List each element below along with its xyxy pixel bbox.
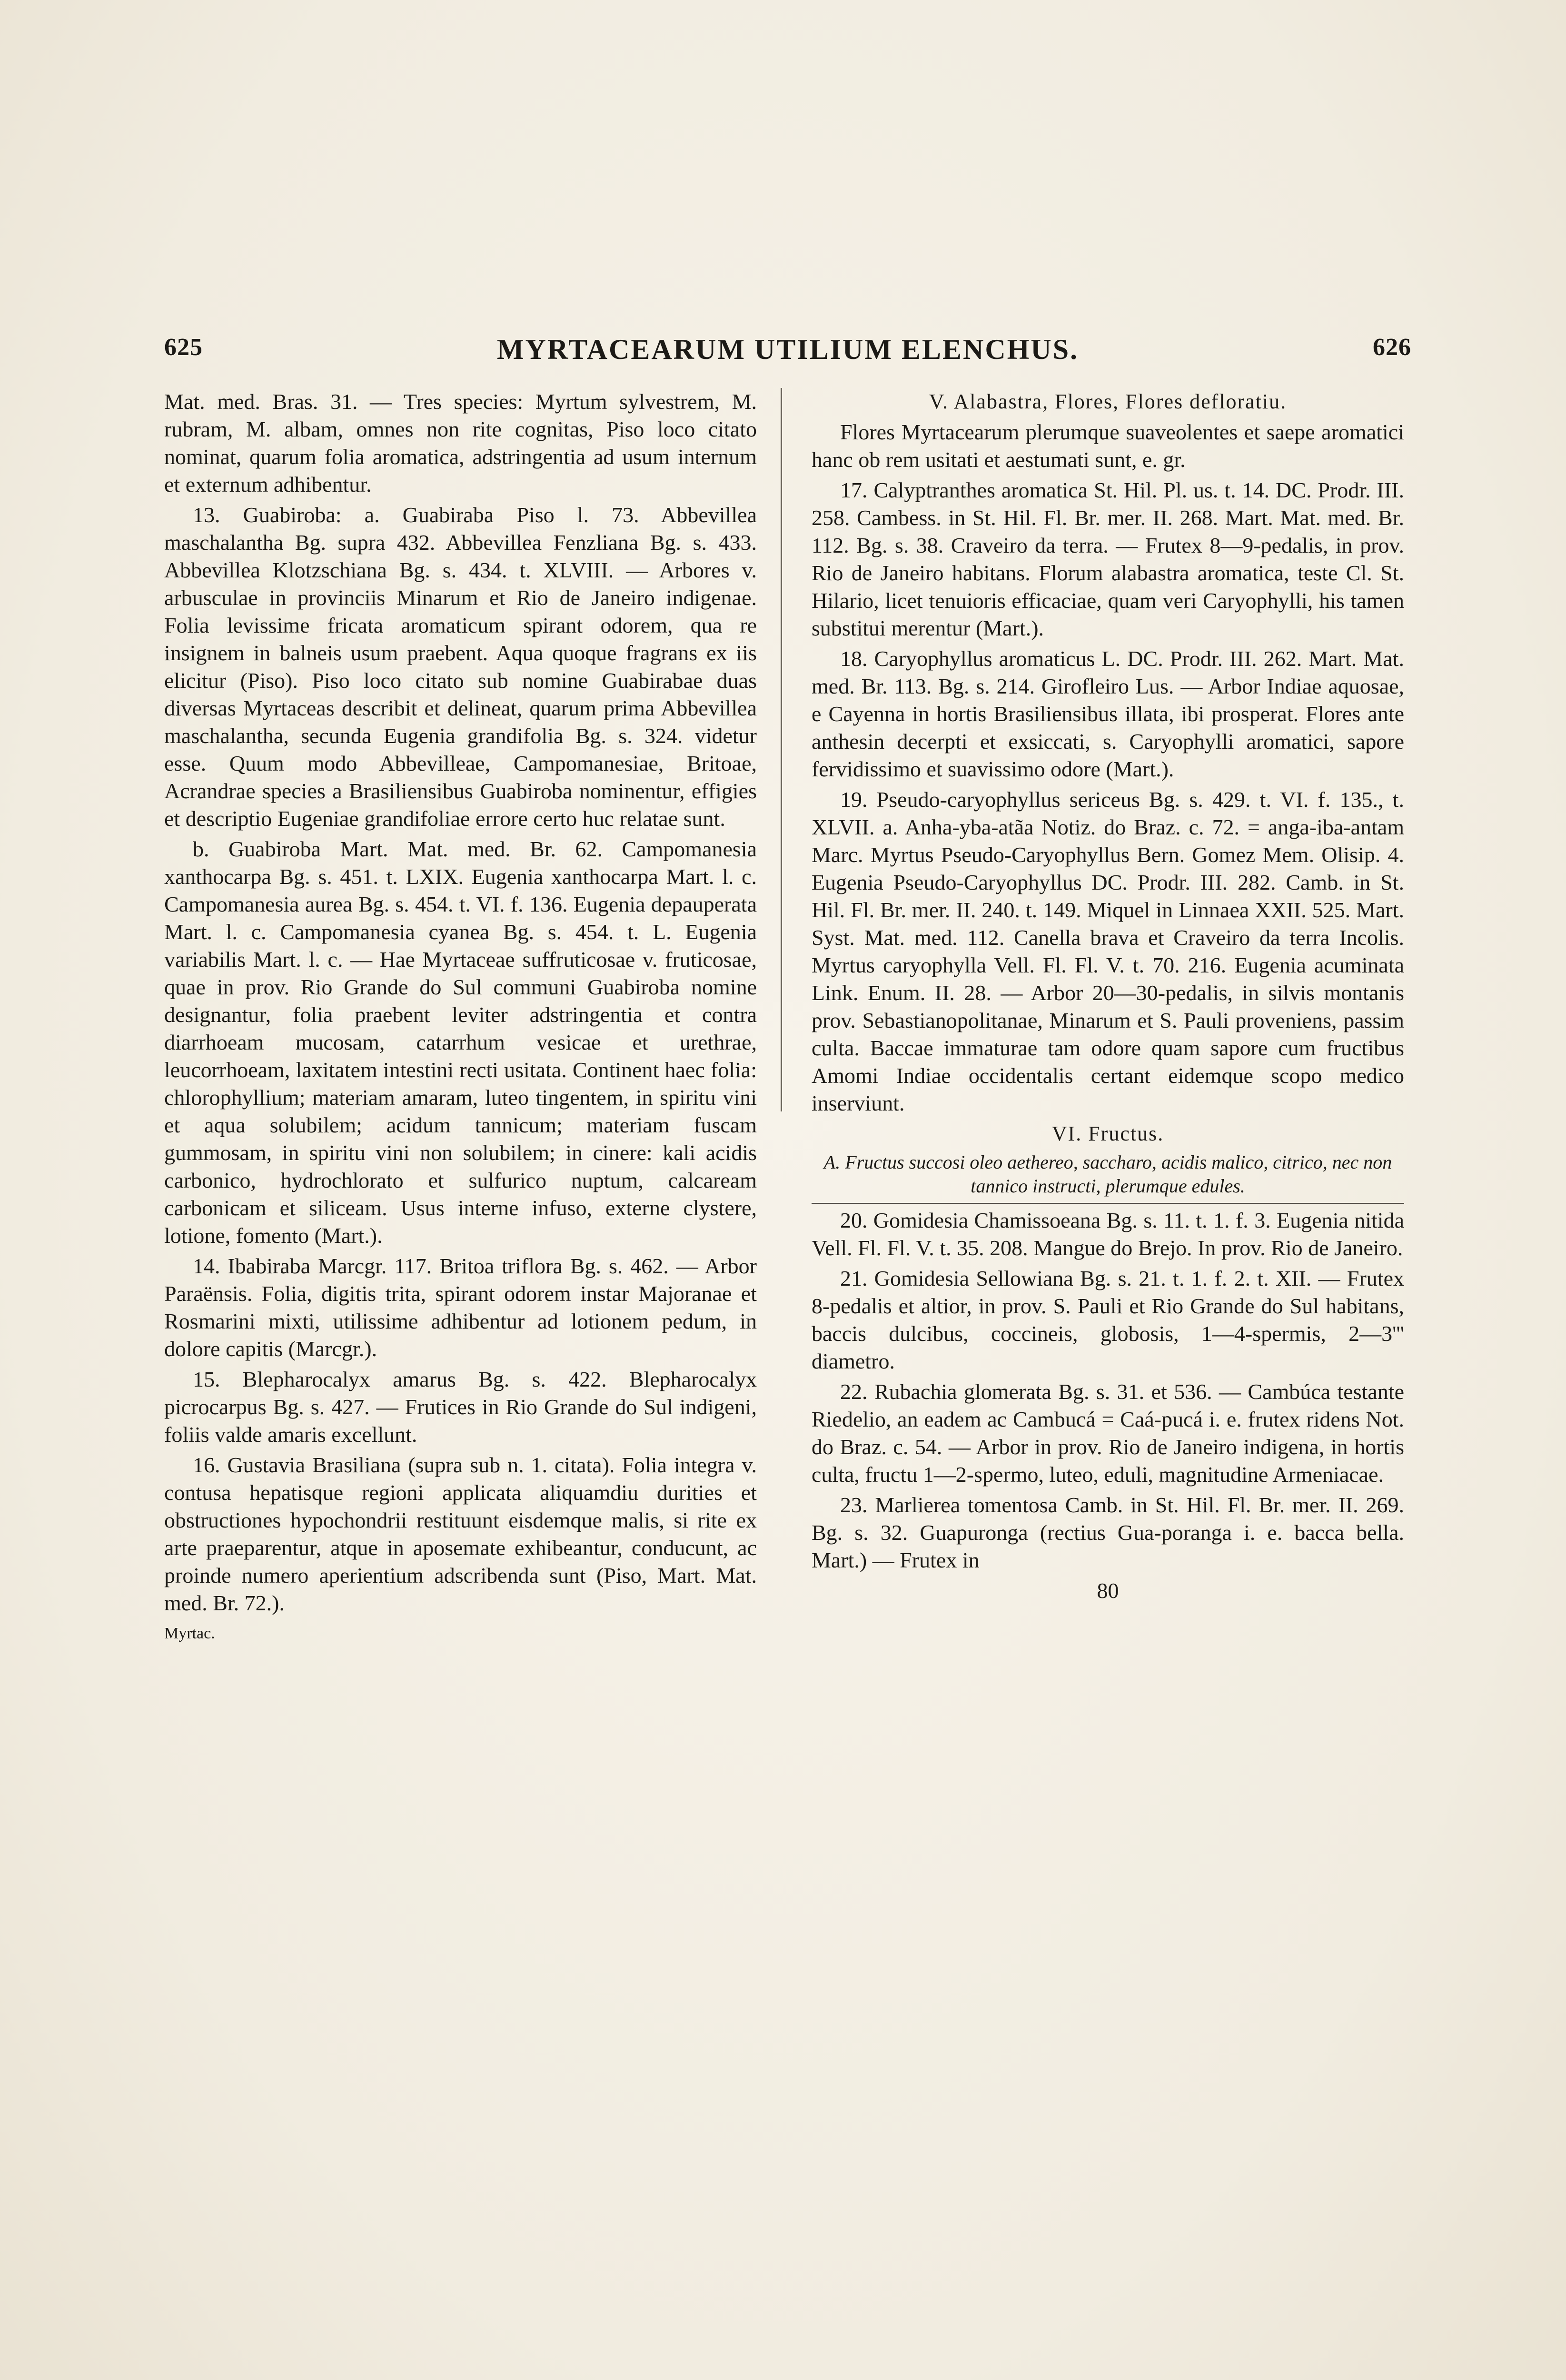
paragraph: 16. Gustavia Brasiliana (supra sub n. 1. citata). Folia integra v. contusa hepatisque regioni applicata aliquamdiu durities et obstructiones hypochondrii restituunt eisdemque malis, si rite ex arte praeparentur, atque in aposemate exhibeantur, conducunt, ac proinde numero aperientium adscribenda sunt (Piso, Mart. Mat. med. Br. 72.). (164, 1453, 757, 1615)
column-divider (781, 388, 782, 1111)
paragraph: 19. Pseudo-caryophyllus sericeus Bg. s. 429. t. VI. f. 135., t. XLVII. a. Anha-yba-atãa Notiz. do Braz. c. 72. = anga-iba-antam Marc. Myrtus Pseudo-Caryophyllus Bern. Gomez Mem. Olisip. 4. Eugenia Pseudo-Caryophyllus DC. Prodr. III. 282. Camb. in St. Hil. Fl. Br. mer. II. 240. t. 149. Miquel in Linnaea XXII. 525. Mart. Syst. Mat. med. 112. Canella brava et Craveiro da terra Incolis. Myrtus caryophylla Vell. Fl. Fl. V. t. 70. 216. Eugenia acuminata Link. Enum. II. 28. — Arbor 20—30-pedalis, in silvis montanis prov. Sebastianopolitanae, Minarum et S. Pauli proveniens, passim culta. Baccae immaturae tam odore quam sapore cum fructibus Amomi Indiae occidentalis certant eidemque scopo medico inserviunt. (812, 787, 1404, 1115)
paragraph: 14. Ibabiraba Marcgr. 117. Britoa triflora Bg. s. 462. — Arbor Paraënsis. Folia, digitis trita, spirant odorem instar Majoranae et Rosmarini mixti, utilissime adhibentur ad lotionem pedum, in dolore capitis (Marcgr.). (164, 1254, 757, 1361)
paragraph: 17. Calyptranthes aromatica St. Hil. Pl. us. t. 14. DC. Prodr. III. 258. Cambess. in St. Hil. Fl. Br. mer. II. 268. Mart. Mat. med. Br. 112. Bg. s. 38. Craveiro da terra. — Frutex 8—9-pedalis, in prov. Rio de Janeiro habitans. Florum alabastra aromatica, teste Cl. St. Hilario, licet tenuioris efficaciae, quam veri Caryophylli, his tamen substitui merentur (Mart.). (812, 478, 1404, 640)
paragraph: 22. Rubachia glomerata Bg. s. 31. et 536. — Cambúca testante Riedelio, an eadem ac Cambucá = Caá-pucá i. e. frutex ridens Not. do Braz. c. 54. — Arbor in prov. Rio de Janeiro indigena, in hortis culta, fructu 1—2-spermo, luteo, eduli, magnitudine Armeniacae. (812, 1379, 1404, 1487)
running-title: MYRTACEARUM UTILIUM ELENCHUS. (496, 334, 1079, 365)
section-heading: VI. Fructus. (1051, 1122, 1164, 1145)
paragraph: 15. Blepharocalyx amarus Bg. s. 422. Blepharocalyx picrocarpus Bg. s. 427. — Frutices in Rio Grande do Sul indigeni, foliis valde amaris excellunt. (164, 1367, 757, 1447)
page-number-right: 626 (1373, 334, 1411, 361)
section-heading: V. Alabastra, Flores, Flores defloratiu. (929, 390, 1287, 413)
paragraph: 20. Gomidesia Chamissoeana Bg. s. 11. t. 1. f. 3. Eugenia nitida Vell. Fl. Fl. V. t. 35. 208. Mangue do Brejo. In prov. Rio de Janeiro. (812, 1208, 1404, 1260)
paragraph: 18. Caryophyllus aromaticus L. DC. Prodr. III. 262. Mart. Mat. med. Br. 113. Bg. s. 214. Girofleiro Lus. — Arbor Indiae aquosae, e Cayenna in hortis Brasiliensibus illata, ibi prosperat. Flores ante anthesin decerpti et exsiccati, s. Caryophylli aromatici, sapore fervidissimo et suavissimo odore (Mart.). (812, 646, 1404, 781)
paragraph: Flores Myrtacearum plerumque suaveolentes et saepe aromatici hanc ob rem usitati et aestumati sunt, e. gr. (812, 420, 1404, 472)
paragraph: 13. Guabiroba: a. Guabiraba Piso l. 73. Abbevillea maschalantha Bg. supra 432. Abbevillea Fenzliana Bg. s. 433. Abbevillea Klotzschiana Bg. s. 434. t. XLVIII. — Arbores v. arbusculae in provinciis Minarum et Rio de Janeiro indigenae. Folia levissime fricata aromaticum spirant odorem, qua re insignem in balneis usum praebent. Aqua quoque fragrans ex iis elicitur (Piso). Piso loco citato sub nomine Guabirabae duas diversas Myrtaceas describit et delineat, quarum prima Abbevillea maschalantha, secunda Eugenia grandifolia Bg. s. 324. videtur esse. Quum modo Abbevilleae, Campomanesiae, Britoae, Acrandrae species a Brasiliensibus Guabiroba nominentur, effigies et descriptio Eugeniae grandifoliae errore certo huc relatae sunt. (164, 503, 757, 831)
paragraph: Mat. med. Bras. 31. — Tres species: Myrtum sylvestrem, M. rubram, M. albam, omnes non rite cognitas, Piso loco citato nominat, quarum folia aromatica, adstringentia ad usum internum et externum adhibentur. (164, 389, 757, 496)
page-header (164, 333, 1411, 376)
right-column (812, 388, 1404, 1607)
subsection-heading: A. Fructus succosi oleo aethereo, saccharo, acidis malico, citrico, nec non tannico instructi, plerumque edules. (812, 1150, 1404, 1204)
paragraph: 23. Marlierea tomentosa Camb. in St. Hil. Fl. Br. mer. II. 269. Bg. s. 32. Guapuronga (rectius Gua-poranga i. e. bacca bella. Mart.) — Frutex in (812, 1493, 1404, 1572)
signature-mark: Myrtac. (164, 1625, 215, 1642)
paragraph: b. Guabiroba Mart. Mat. med. Br. 62. Campomanesia xanthocarpa Bg. s. 451. t. LXIX. Eugenia xanthocarpa Mart. l. c. Campomanesia aurea Bg. s. 454. t. VI. f. 136. Eugenia depauperata Mart. l. c. Campomanesia cyanea Bg. s. 454. t. L. Eugenia variabilis Mart. l. c. — Hae Myrtaceae suffruticosae v. fruticosae, quae in prov. Rio Grande do Sul communi Guabiroba nomine designantur, folia praebent leviter adstringentia et contra diarrhoeam mucosam, catarrhum vesicae et urethrae, leucorrhoeam, laxitatem intestini recti usitata. Continent haec folia: chlorophyllium; materiam amaram, luteo tingentem, in spiritu vini et aqua solubilem; acidum tannicum; materiam fuscam gummosam, in spiritu vini non solubilem; in cinere: kali acidis carbonico, hydrochlorato et sulfurico nuptum, calcaream carbonicam et siliceam. Usus interne infuso, externe clystere, lotione, fomento (Mart.). (164, 837, 757, 1248)
signature-number: 80 (1097, 1578, 1119, 1603)
page-number-left: 625 (164, 334, 203, 361)
left-column (164, 388, 757, 1650)
paragraph: 21. Gomidesia Sellowiana Bg. s. 21. t. 1. f. 2. t. XII. — Frutex 8-pedalis et altior, in prov. S. Pauli et Rio Grande do Sul habitans, baccis dulcibus, coccineis, globosis, 1—4-spermis, 2—3''' diametro. (812, 1266, 1404, 1373)
